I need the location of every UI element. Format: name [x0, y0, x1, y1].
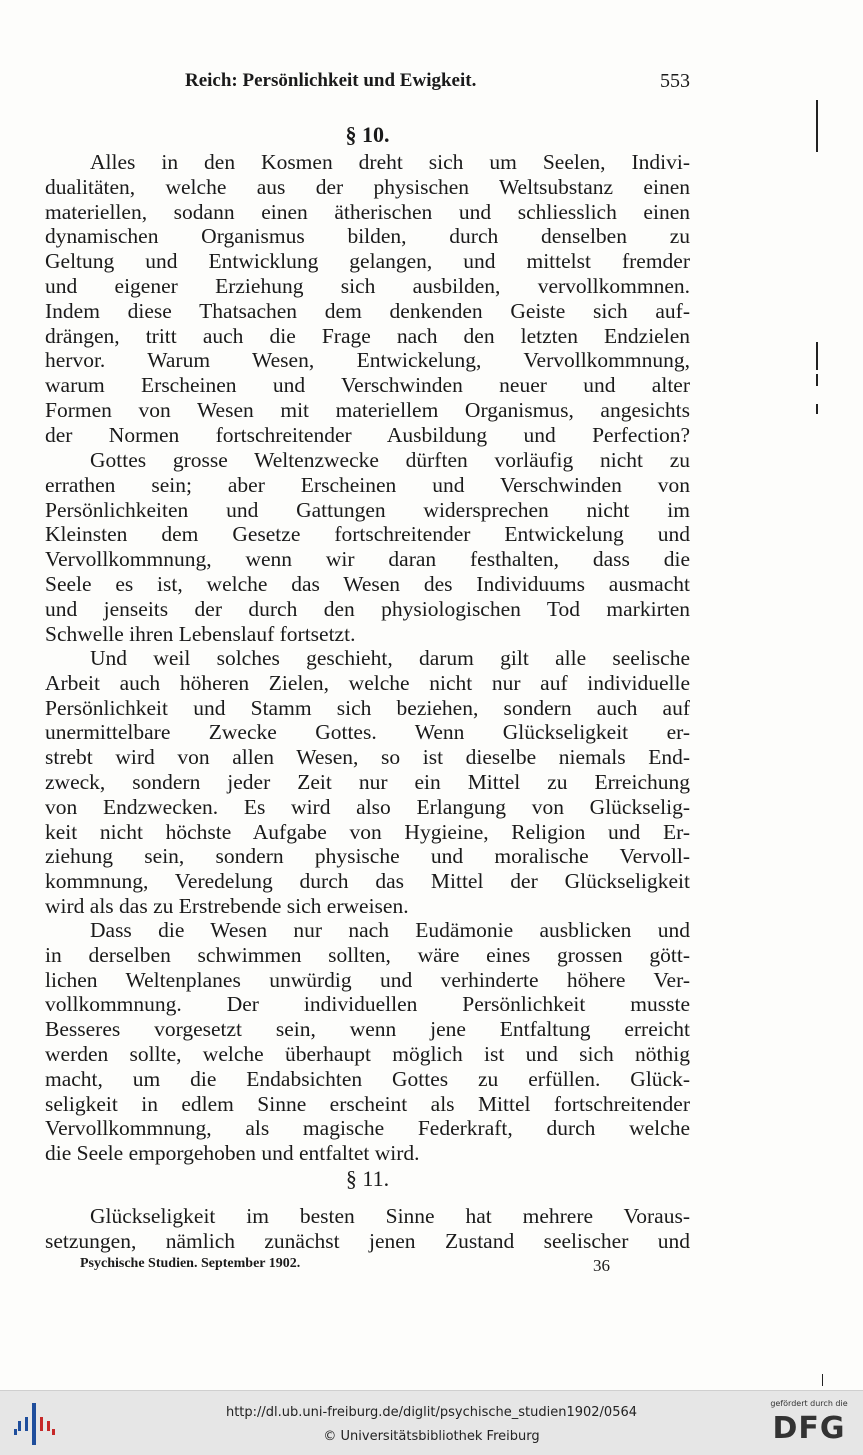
text-line: Persönlichkeiten und Gattungen widersprechen nicht im [45, 497, 690, 522]
text-line: dualitäten, welche aus der physischen Weltsubstanz einen [45, 174, 690, 199]
text-line: Persönlichkeit und Stamm sich beziehen, sondern auch auf [45, 695, 690, 720]
viewer-footer-bar [0, 1390, 863, 1455]
running-head [45, 70, 690, 98]
text-line: errathen sein; aber Erscheinen und Verschwinden von [45, 472, 690, 497]
margin-mark [816, 342, 818, 370]
text-line: der Normen fortschreitender Ausbildung und Perfection? [45, 422, 690, 447]
text-line: Indem diese Thatsachen dem denkenden Geiste sich auf- [45, 298, 690, 323]
document-url-link[interactable]: http://dl.ub.uni-freiburg.de/diglit/psychische_studien1902/0564 [225, 1405, 638, 1420]
text-line: warum Erscheinen und Verschwinden neuer und alter [45, 373, 690, 398]
section-heading-11: § 11. [345, 1166, 390, 1191]
dfg-logo-text: DFG [772, 1411, 846, 1446]
text-line: lichen Weltenplanes unwürdig und verhinderte höhere Ver- [45, 967, 690, 992]
margin-mark [816, 374, 818, 386]
paragraph-4 [45, 918, 690, 1166]
dfg-logo [763, 1399, 855, 1449]
text-line: Vervollkommnung, als magische Federkraft, durch welche [45, 1116, 690, 1141]
margin-mark [822, 1374, 823, 1386]
text-line: Geltung und Entwicklung gelangen, und mittelst fremder [45, 249, 690, 274]
text-line: unermittelbare Zwecke Gottes. Wenn Glückseligkeit er- [45, 720, 690, 745]
text-line: Schwelle ihren Lebenslauf fortsetzt. [45, 621, 356, 646]
margin-mark [816, 404, 818, 414]
copyright-notice: © Universitätsbibliothek Freiburg [323, 1429, 540, 1444]
text-line: keit nicht höchste Aufgabe von Hygieine, Religion und Er- [45, 819, 690, 844]
text-line: kommnung, Veredelung durch das Mittel der Glückseligkeit [45, 869, 690, 894]
text-line: von Endzwecken. Es wird also Erlangung von Glückselig- [45, 794, 690, 819]
paragraph-2 [45, 448, 690, 646]
text-line: Formen von Wesen mit materiellem Organismus, angesichts [45, 397, 690, 422]
page-footer [80, 1256, 610, 1276]
page-number: 553 [660, 70, 690, 92]
text-line: drängen, tritt auch die Frage nach den letzten Endzielen [45, 323, 690, 348]
text-line: vollkommnung. Der individuellen Persönlichkeit musste [45, 992, 690, 1017]
text-line: wird als das zu Erstrebende sich erweisen. [45, 893, 409, 918]
text-line: Dass die Wesen nur nach Eudämonie ausblicken und [90, 918, 690, 942]
paragraph-5 [45, 1204, 690, 1254]
text-line: und jenseits der durch den physiologischen Tod markirten [45, 596, 690, 621]
text-line: strebt wird von allen Wesen, so ist dieselbe niemals End- [45, 745, 690, 770]
section-heading-10: § 10. [345, 122, 390, 147]
text-line: hervor. Warum Wesen, Entwickelung, Vervollkommnung, [45, 348, 690, 373]
text-line: Kleinsten dem Gesetze fortschreitender Entwickelung und [45, 522, 690, 547]
paragraph-1 [45, 150, 690, 448]
text-line: Und weil solches geschieht, darum gilt alle seelische [90, 646, 690, 670]
journal-imprint: Psychische Studien. September 1902. [80, 1256, 301, 1271]
text-line: Besseres vorgesetzt sein, wenn jene Entfaltung erreicht [45, 1017, 690, 1042]
text-line: Glückseligkeit im besten Sinne hat mehrere Voraus- [90, 1204, 690, 1228]
text-line: und eigener Erziehung sich ausbilden, vervollkommnen. [45, 273, 690, 298]
funding-note: gefördert durch die [770, 1399, 848, 1408]
margin-mark [816, 100, 818, 152]
text-line: Vervollkommnung, wenn wir daran festhalten, dass die [45, 547, 690, 572]
running-head-title: Reich: Persönlichkeit und Ewigkeit. [185, 70, 477, 91]
text-line: ziehung sein, sondern physische und moralische Vervoll- [45, 844, 690, 869]
text-line: seligkeit in edlem Sinne erscheint als Mittel fortschreitender [45, 1091, 690, 1116]
text-line: Arbeit auch höheren Zielen, welche nicht nur auf individuelle [45, 670, 690, 695]
text-line: dynamischen Organismus bilden, durch denselben zu [45, 224, 690, 249]
text-line: in derselben schwimmen sollten, wäre eines grossen gött- [45, 942, 690, 967]
text-line: werden sollte, welche überhaupt möglich ist und sich nöthig [45, 1041, 690, 1066]
paragraph-3 [45, 646, 690, 919]
sheet-signature: 36 [593, 1256, 610, 1275]
text-line: Gottes grosse Weltenzwecke dürften vorläufig nicht zu [90, 448, 690, 472]
text-line: Seele es ist, welche das Wesen des Individuums ausmacht [45, 571, 690, 596]
text-line: Alles in den Kosmen dreht sich um Seelen, Indivi- [90, 150, 690, 174]
text-line: zweck, sondern jeder Zeit nur ein Mittel zu Erreichung [45, 769, 690, 794]
text-line: setzungen, nämlich zunächst jenen Zustand seelischer und [45, 1228, 690, 1253]
text-line: materiellen, sodann einen ätherischen und schliesslich einen [45, 199, 690, 224]
text-line: macht, um die Endabsichten Gottes zu erfüllen. Glück- [45, 1066, 690, 1091]
text-line: die Seele emporgehoben und entfaltet wird. [45, 1141, 420, 1166]
